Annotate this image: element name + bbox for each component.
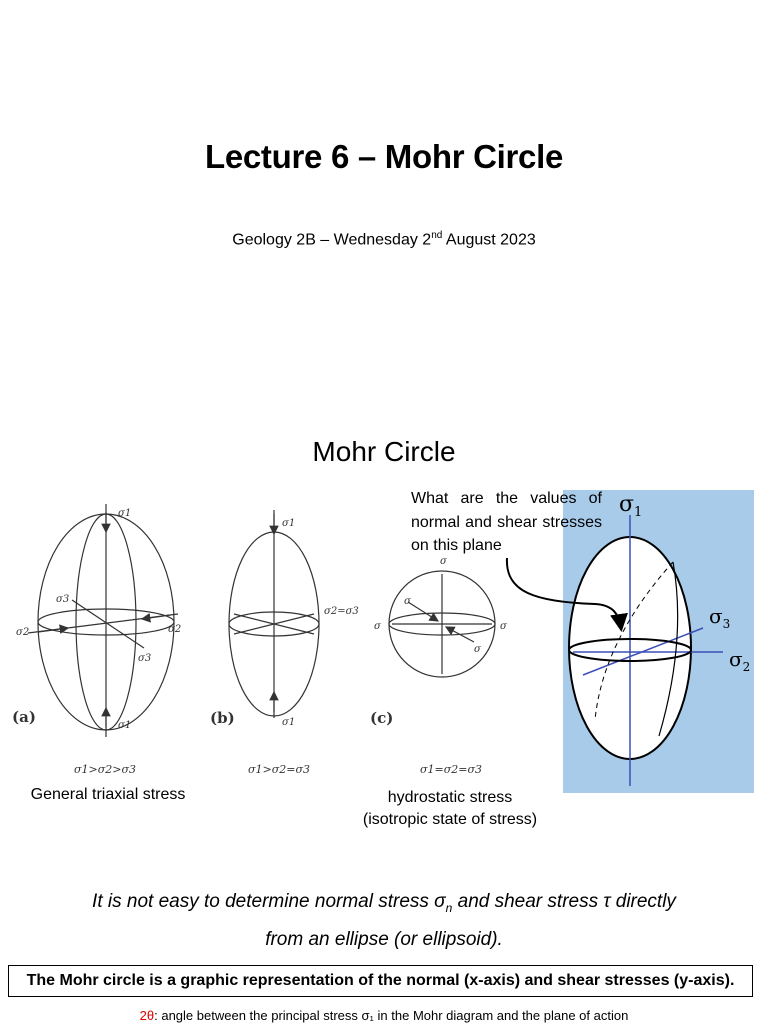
two-theta-symbol: 2θ (139, 1008, 155, 1023)
panel-a-tag: (a) (12, 708, 36, 726)
subtitle-month-year: August 2023 (442, 231, 536, 249)
statement-line1: It is not easy to determine normal stress $\sigma_n$ and shear stress τ directly (92, 891, 676, 915)
question-arrow (495, 552, 635, 634)
sigma3-label: $\sigma_3$ (709, 604, 731, 631)
a-sigma3-top: σ3 (56, 594, 70, 605)
panel-c-tag: (c) (370, 709, 394, 727)
a-sigma3-bottom: σ3 (138, 653, 152, 664)
a-sigma1-top: σ1 (118, 508, 132, 519)
panel-b-tag: (b) (210, 709, 235, 727)
hydrostatic-caption-line2: (isotropic state of stress) (362, 811, 538, 828)
angle-footnote (0, 1008, 768, 1023)
statement-line2: from an ellipse (or ellipsoid). (265, 928, 503, 950)
slide-title: Mohr Circle (312, 436, 456, 467)
mohr-definition-box: The Mohr circle is a graphic representation of the normal (x-axis) and shear stresses (y-axis). (8, 965, 753, 997)
panel-a-condition: σ1>σ2>σ3 (74, 763, 136, 776)
lecture-subtitle (0, 230, 768, 249)
subtitle-date: Geology 2B – Wednesday 2 (232, 231, 432, 249)
subtitle-ordinal: nd (431, 230, 443, 241)
uniaxial-ellipsoid (229, 510, 319, 718)
a-sigma1-bottom: σ1 (118, 720, 132, 731)
hydrostatic-sphere (389, 571, 495, 677)
lecture-title: Lecture 6 – Mohr Circle (204, 138, 564, 175)
b-sigma1-bottom: σ1 (282, 717, 296, 728)
c-sigma-lower-right: σ (474, 644, 481, 655)
panel-b-condition: σ1>σ2=σ3 (248, 763, 310, 776)
hydrostatic-caption-line1: hydrostatic stress (387, 789, 513, 806)
sigma2-label: $\sigma_2$ (729, 647, 751, 674)
a-sigma2-left: σ2 (16, 627, 30, 638)
c-sigma-top: σ (440, 556, 447, 567)
c-sigma-upper-left: σ (404, 596, 411, 607)
ellipse-statement (0, 886, 768, 956)
c-sigma-right: σ (500, 621, 507, 632)
b-sigma2-equals-sigma3: σ2=σ3 (324, 606, 359, 617)
b-sigma1-top: σ1 (282, 518, 296, 529)
footnote-text: : angle between the principal stress σ₁ in the Mohr diagram and the plane of action (154, 1008, 629, 1023)
a-sigma2-right: σ2 (168, 624, 182, 635)
triaxial-caption: General triaxial stress (30, 786, 186, 803)
plane-question: What are the values of normal and shear stresses on this plane (411, 490, 602, 554)
c-sigma-left: σ (374, 621, 381, 632)
panel-c-condition: σ1=σ2=σ3 (420, 763, 482, 776)
triaxial-ellipsoid (28, 504, 178, 737)
hydrostatic-caption (330, 787, 570, 831)
sigma1-label: $\sigma_1$ (619, 492, 643, 520)
